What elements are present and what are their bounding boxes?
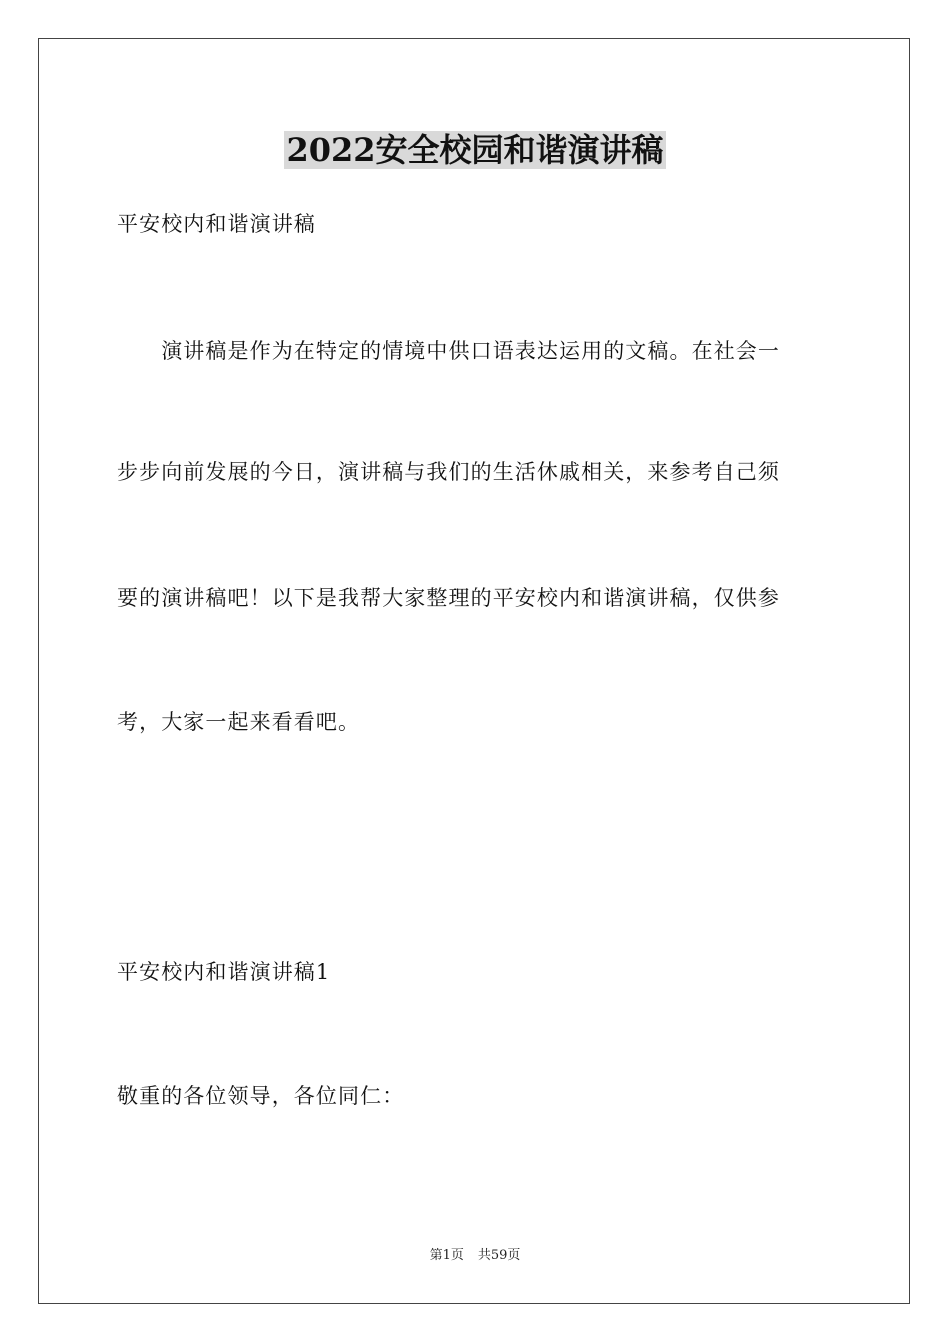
section-heading: 平安校内和谐演讲稿1 — [117, 960, 331, 984]
document-title — [0, 128, 950, 172]
intro-line-1: 演讲稿是作为在特定的情境中供口语表达运用的文稿。在社会一 — [117, 339, 780, 363]
document-subtitle: 平安校内和谐演讲稿 — [117, 212, 316, 236]
page-footer — [0, 1247, 950, 1265]
document-title-text: 2022安全校园和谐演讲稿 — [286, 131, 664, 169]
intro-line-3: 要的演讲稿吧！以下是我帮大家整理的平安校内和谐演讲稿，仅供参 — [117, 586, 780, 610]
intro-line-2: 步步向前发展的今日，演讲稿与我们的生活休戚相关，来参考自己须 — [117, 460, 780, 484]
salutation: 敬重的各位领导，各位同仁： — [117, 1084, 405, 1108]
page-total: 共59页 — [477, 1248, 521, 1263]
page-number: 第1页 — [429, 1248, 464, 1263]
intro-line-4: 考，大家一起来看看吧。 — [117, 710, 361, 734]
